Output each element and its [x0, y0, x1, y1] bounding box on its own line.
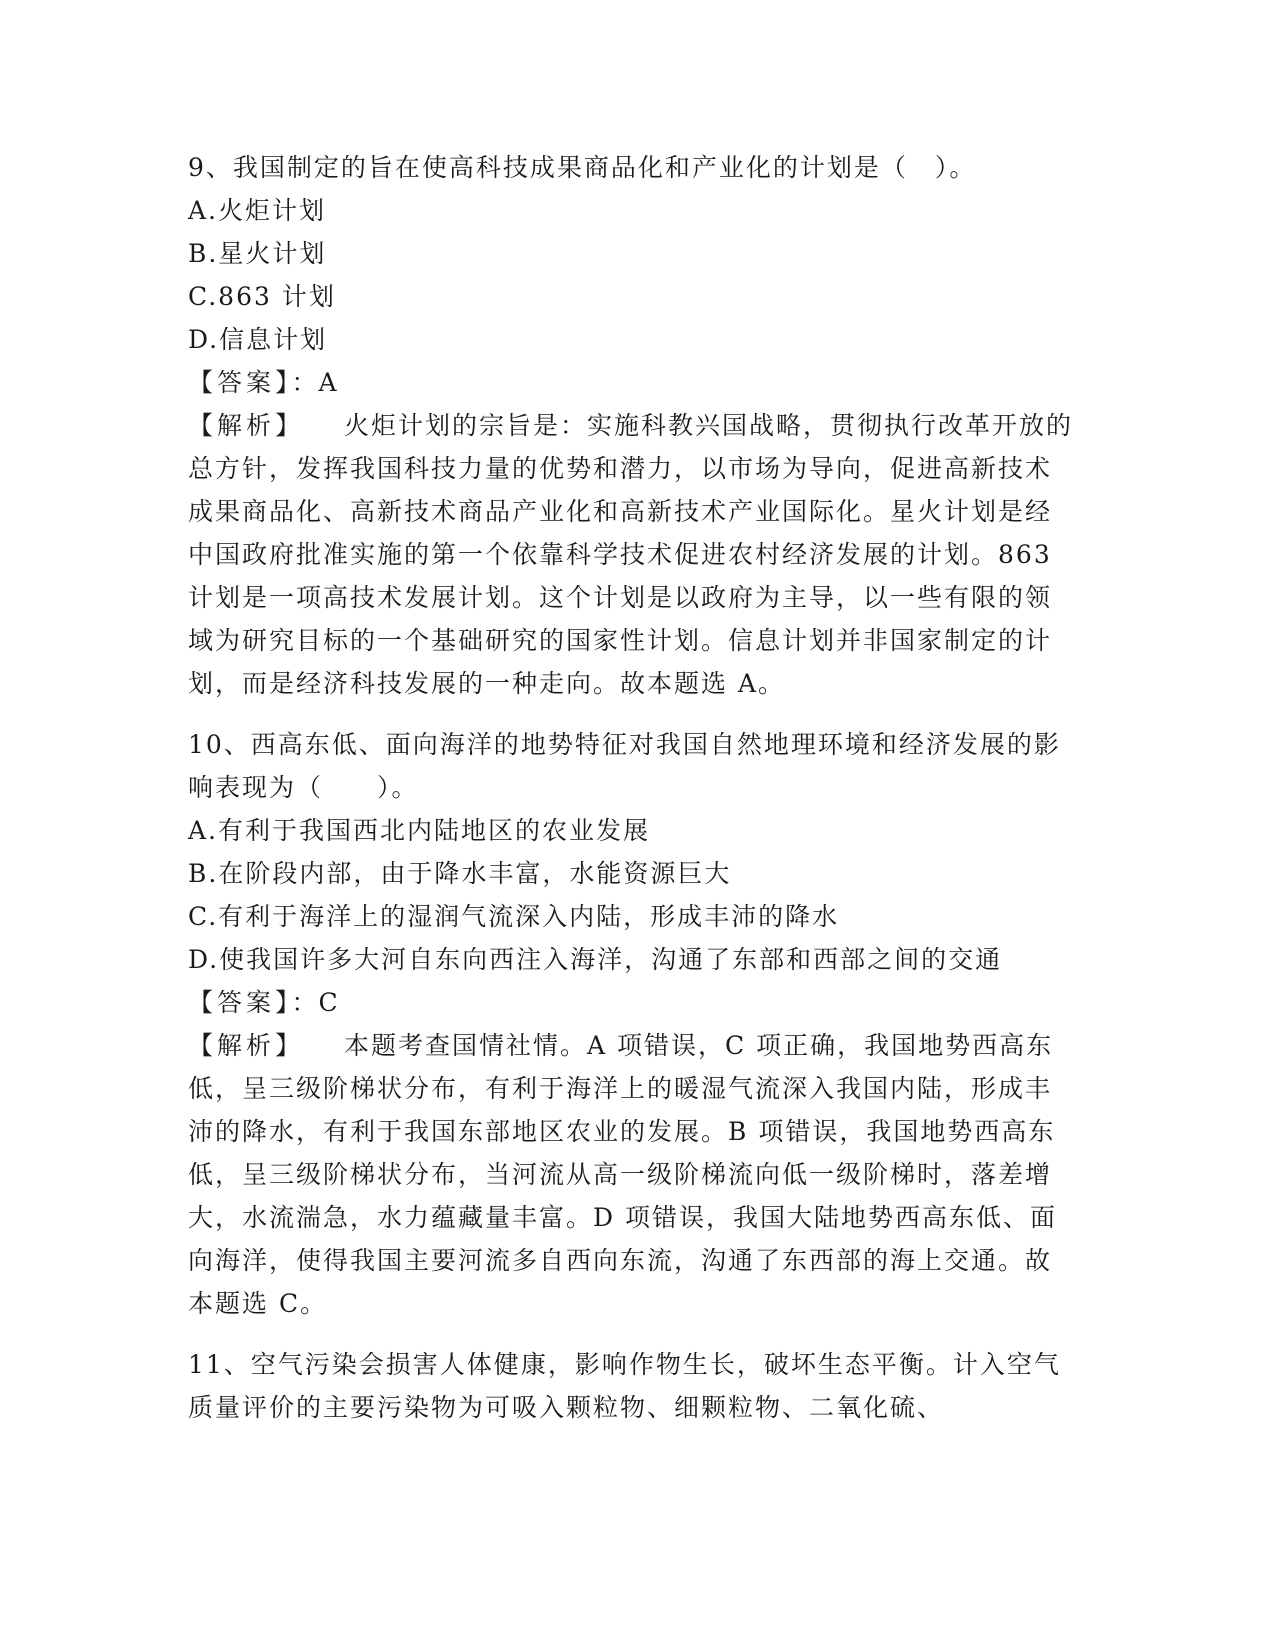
- option-a: A.火炬计划: [188, 196, 327, 225]
- question-stem: 10、西高东低、面向海洋的地势特征对我国自然地理环境和经济发展的影响表现为（ ）。: [188, 730, 1061, 802]
- answer-label: 【答案】: [188, 368, 292, 397]
- page-content: [188, 146, 1078, 1447]
- answer-value: ：C: [291, 988, 340, 1017]
- question-stem: 9、我国制定的旨在使高科技成果商品化和产业化的计划是（ ）。: [188, 153, 977, 182]
- option-a: A.有利于我国西北内陆地区的农业发展: [188, 816, 651, 845]
- answer-line: [188, 981, 1078, 1024]
- question-11: [188, 1343, 1078, 1429]
- option-c: C.863 计划: [188, 282, 336, 311]
- question-9: [188, 146, 1078, 705]
- question-stem: 11、空气污染会损害人体健康，影响作物生长，破坏生态平衡。计入空气质量评价的主要污染物为可吸入颗粒物、细颗粒物、二氧化硫、: [188, 1350, 1061, 1422]
- option-c: C.有利于海洋上的湿润气流深入内陆，形成丰沛的降水: [188, 902, 840, 931]
- question-10: [188, 723, 1078, 1325]
- analysis-paragraph: [188, 1024, 1078, 1325]
- analysis-text: 火炬计划的宗旨是：实施科教兴国战略，贯彻执行改革开放的总方针，发挥我国科技力量的优势和潜力，以市场为导向，促进高新技术成果商品化、高新技术商品产业化和高新技术产业国际化。星火计划是经中国政府批准实施的第一个依靠科学技术促进农村经济发展的计划。863 计划是一项高技术发展计划。这个计划是以政府为主导，以一些有限的领域为研究目标的一个基础研究的国家性计划。信息计划并非国家制定的计划，而是经济科技发展的一种走向。故本题选 A。: [188, 411, 1074, 698]
- analysis-label: 【解析】: [188, 1031, 305, 1060]
- answer-label: 【答案】: [188, 988, 292, 1017]
- option-d: D.使我国许多大河自东向西注入海洋，沟通了东部和西部之间的交通: [188, 945, 1003, 974]
- analysis-label: 【解析】: [188, 411, 305, 440]
- analysis-paragraph: [188, 404, 1078, 705]
- option-d: D.信息计划: [188, 325, 328, 354]
- analysis-text: 本题考查国情社情。A 项错误，C 项正确，我国地势西高东低，呈三级阶梯状分布，有利于海洋上的暖湿气流深入我国内陆，形成丰沛的降水，有利于我国东部地区农业的发展。B 项错误，我国地势西高东低，呈三级阶梯状分布，当河流从高一级阶梯流向低一级阶梯时，落差增大，水流湍急，水力蕴藏量丰富。D 项错误，我国大陆地势西高东低、面向海洋，使得我国主要河流多自西向东流，沟通了东西部的海上交通。故本题选 C。: [188, 1031, 1057, 1318]
- option-b: B.在阶段内部，由于降水丰富，水能资源巨大: [188, 859, 732, 888]
- option-b: B.星火计划: [188, 239, 327, 268]
- answer-line: [188, 361, 1078, 404]
- answer-value: ：A: [291, 368, 339, 397]
